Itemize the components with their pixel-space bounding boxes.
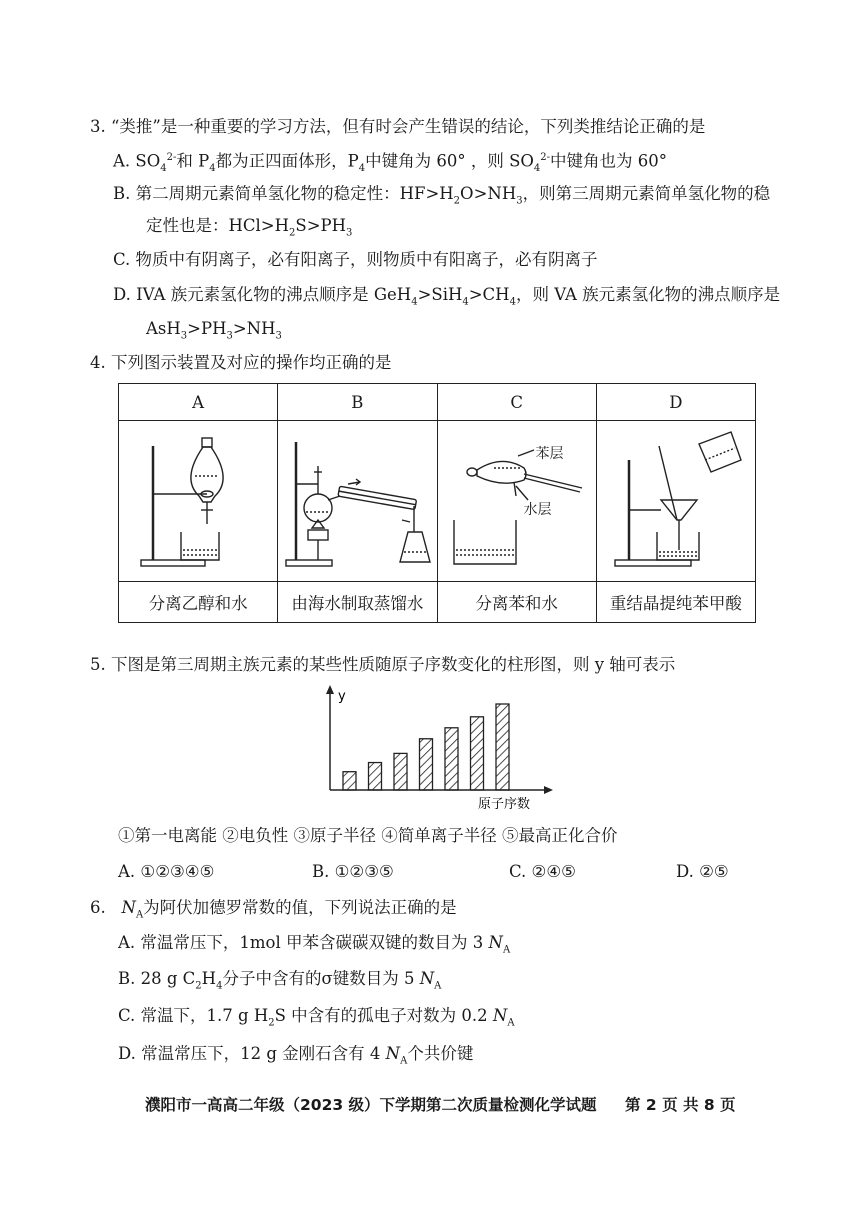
q3-option-d-cont: $AsH_3>PH_3>NH_3$ xyxy=(146,319,282,342)
q3-option-b-cont: 定性也是：$HCl>H_2S>PH_3$ xyxy=(146,216,353,239)
y-axis-arrow xyxy=(326,685,334,694)
q4-stem: 4. 下列图示装置及对应的操作均正确的是 xyxy=(90,353,392,372)
apparatus-b-distillation xyxy=(278,421,437,582)
footer-page-number: 第 2 页 共 8 页 xyxy=(625,1096,736,1114)
apparatus-c-phase-separation xyxy=(437,421,596,582)
q6-option-c: C. 常温下，1.7 g $H_2S$ 中含有的孤电子对数为 0.2 $N_A$ xyxy=(118,1006,515,1029)
header-c: C xyxy=(437,384,596,421)
apparatus-table xyxy=(118,383,756,623)
q6-stem: 6. $N_A$为阿伏加德罗常数的值，下列说法正确的是 xyxy=(90,898,457,921)
bar-6 xyxy=(471,717,484,790)
q5-choice-a: A. ①②③④⑤ xyxy=(118,862,215,881)
q5-choice-c: C. ②④⑤ xyxy=(509,862,576,881)
bar-1 xyxy=(343,772,356,790)
header-a: A xyxy=(119,384,278,421)
filtration-apparatus-icon xyxy=(601,424,751,574)
separating-funnel-tilted-icon xyxy=(442,424,592,574)
q3-stem: 3. “类推”是一种重要的学习方法，但有时会产生错误的结论，下列类推结论正确的是 xyxy=(90,117,706,136)
bar-5 xyxy=(445,728,458,790)
label-water-layer: 水层 xyxy=(523,502,552,518)
apparatus-d-filtration xyxy=(596,421,755,582)
bar-2 xyxy=(369,763,382,790)
q3-option-b: B. 第二周期元素简单氢化物的稳定性：$HF>H_2O>NH_3$，则第三周期元素简单氢化物的稳 xyxy=(113,184,771,207)
q5-choice-d: D. ②⑤ xyxy=(676,862,729,881)
bar-4 xyxy=(420,739,433,790)
footer-title: 濮阳市一高高二年级（2023 级）下学期第二次质量检测化学试题 xyxy=(145,1096,597,1114)
q5-property-options: ①第一电离能 ②电负性 ③原子半径 ④简单离子半径 ⑤最高正化合价 xyxy=(118,826,618,845)
caption-b: 由海水制取蒸馏水 xyxy=(278,582,437,623)
caption-a: 分离乙醇和水 xyxy=(119,582,278,623)
x-axis-arrow xyxy=(544,786,553,794)
header-d: D xyxy=(596,384,755,421)
q3-option-a: A. $SO_4^{2-}$和 $P_4$都为正四面体形，$P_4$中键角为 60° ，则 $SO_4^{2-}$中键角也为 60° xyxy=(113,151,668,174)
header-b: B xyxy=(278,384,437,421)
q6-option-d: D. 常温常压下，12 g 金刚石含有 4 $N_A$个共价键 xyxy=(118,1044,474,1067)
x-axis-label: 原子序数 xyxy=(478,797,531,812)
apparatus-a-separatory-funnel xyxy=(119,421,278,582)
q6-option-a: A. 常温常压下，1mol 甲苯含碳碳双键的数目为 3 $N_A$ xyxy=(118,933,511,956)
caption-d: 重结晶提纯苯甲酸 xyxy=(596,582,755,623)
bar-7 xyxy=(496,704,509,790)
distillation-apparatus-icon xyxy=(282,424,432,574)
q3-option-c: C. 物质中有阴离子，必有阳离子，则物质中有阳离子，必有阴离子 xyxy=(113,250,598,269)
q3-option-d: D. IVA 族元素氢化物的沸点顺序是 $GeH_4>SiH_4>CH_4$，则 VA 族元素氢化物的沸点顺序是 xyxy=(113,285,781,308)
q5-stem: 5. 下图是第三周期主族元素的某些性质随原子序数变化的柱形图，则 y 轴可表示 xyxy=(90,655,676,674)
y-axis-label: y xyxy=(338,689,346,704)
q6-option-b: B. 28 g $C_2H_4$分子中含有的σ键数目为 5 $N_A$ xyxy=(118,969,442,992)
separatory-funnel-icon xyxy=(123,424,273,574)
caption-c: 分离苯和水 xyxy=(437,582,596,623)
bar-chart xyxy=(310,682,560,812)
label-benzene-layer: 苯层 xyxy=(535,446,564,462)
q5-choice-b: B. ①②③⑤ xyxy=(312,862,394,881)
bar-3 xyxy=(394,753,407,790)
